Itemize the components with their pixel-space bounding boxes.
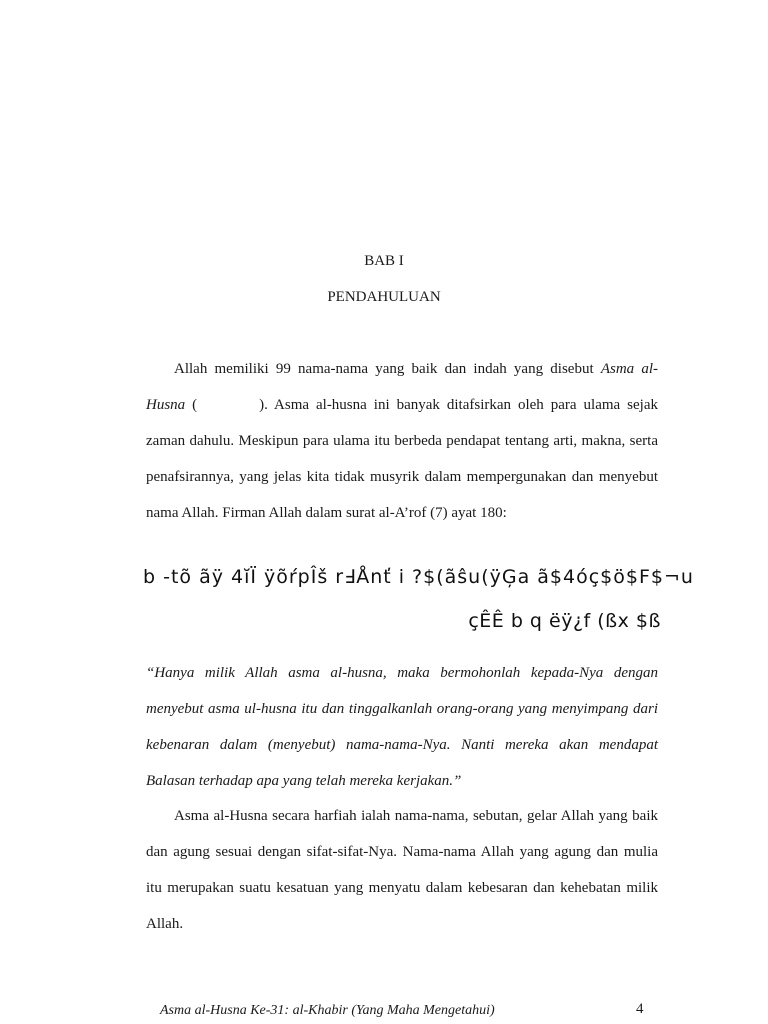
verse-translation: “Hanya milik Allah asma al-husna, maka bermohonlah kepada-Nya dengan menyebut asma ul-husna itu dan tinggalkanlah orang-orang yang menyimpang dari kebenaran dalam (menyebut) nama-nama-Nya. Nanti mereka akan mendapat Balasan terhadap apa yang telah mereka kerjakan.” [146,665,658,789]
paragraph-1-text-a: Allah memiliki 99 nama-nama yang baik dan indah yang disebut [174,361,601,377]
page-number: 4 [636,1001,644,1017]
paragraph-3 [146,798,658,942]
verse-line-2: çÊÊ b q ëÿ¿f (ßx $ß [468,610,661,632]
chapter-title: PENDAHULUAN [327,289,441,305]
footer-running-title: Asma al-Husna Ke-31: al-Khabir (Yang Maha Mengetahui) [160,1003,495,1018]
paragraph-1 [146,351,658,531]
paragraph-1-paren-open: ( [185,397,198,413]
intro-paragraph [146,351,658,531]
asma-al-husna-term: Asma al-Husna [146,361,658,413]
chapter-label: BAB I [364,253,404,269]
paragraph-3-text: Asma al-Husna secara harfiah ialah nama-nama, sebutan, gelar Allah yang baik dan agung sesuai dengan sifat-sifat-Nya. Nama-nama Allah yang agung dan mulia itu merupakan suatu kesatuan yang menyatu dalam kebesaran dan kehebatan milik Allah. [146,808,658,932]
paragraph-1-text-b: ). Asma al-husna ini banyak ditafsirkan oleh para ulama sejak zaman dahulu. Meskipun para ulama itu berbeda pendapat tentang arti, makna, serta penafsirannya, yang jelas kita tidak musyrik dalam mempergunakan dan menyebut nama Allah. Firman Allah dalam surat al-A’rof (7) ayat 180: [146,397,658,521]
verse-line-1: b -tõ ãÿ 4ĭÏ ÿõŕpÎš r߃Ånť i ?$(ãŝu(ÿĢa ã$4óç$ö$F$¬u [143,566,694,588]
